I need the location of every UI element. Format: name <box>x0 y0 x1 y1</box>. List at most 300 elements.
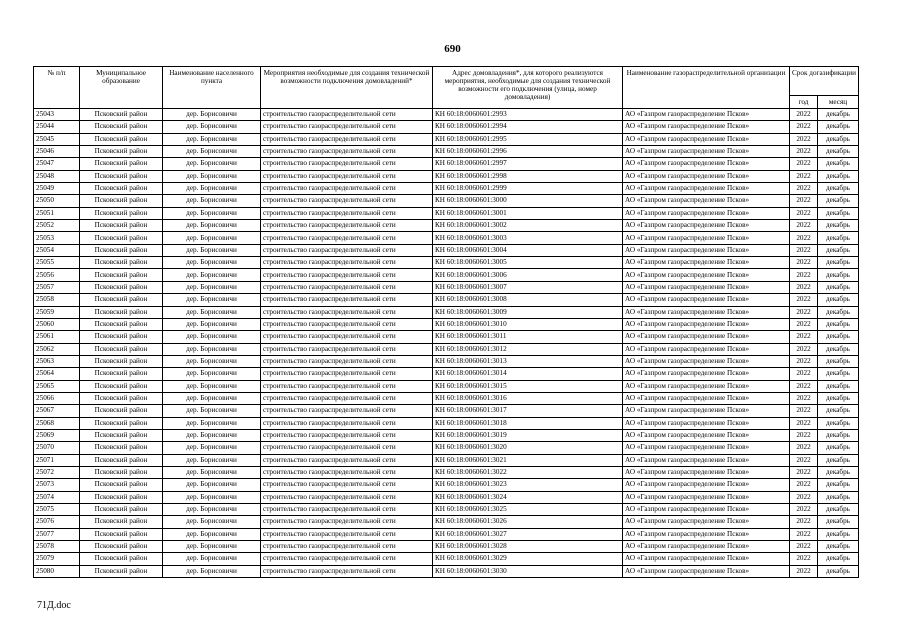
header-year: год <box>790 96 818 109</box>
row-number: 25060 <box>34 318 80 330</box>
row-month: декабрь <box>818 368 859 380</box>
table-row <box>34 380 859 392</box>
row-activity: строительство газораспределительной сети <box>261 479 433 491</box>
row-organization: АО «Газпром газораспределение Псков» <box>623 355 790 367</box>
table-row <box>34 553 859 565</box>
row-municipality: Псковский район <box>80 343 163 355</box>
row-organization: АО «Газпром газораспределение Псков» <box>623 429 790 441</box>
row-number: 25050 <box>34 195 80 207</box>
row-activity: строительство газораспределительной сети <box>261 454 433 466</box>
row-activity: строительство газораспределительной сети <box>261 109 433 121</box>
row-month: декабрь <box>818 170 859 182</box>
row-number: 25064 <box>34 368 80 380</box>
row-activity: строительство газораспределительной сети <box>261 516 433 528</box>
row-number: 25071 <box>34 454 80 466</box>
row-month: декабрь <box>818 183 859 195</box>
row-year: 2022 <box>790 368 818 380</box>
row-locality: дер. Борисовичи <box>163 207 261 219</box>
row-month: декабрь <box>818 343 859 355</box>
row-year: 2022 <box>790 195 818 207</box>
row-locality: дер. Борисовичи <box>163 442 261 454</box>
row-number: 25072 <box>34 466 80 478</box>
row-month: декабрь <box>818 331 859 343</box>
row-number: 25056 <box>34 269 80 281</box>
row-activity: строительство газораспределительной сети <box>261 380 433 392</box>
row-address: КН 60:18:0060601:2993 <box>433 109 623 121</box>
row-address: КН 60:18:0060601:3005 <box>433 257 623 269</box>
row-month: декабрь <box>818 442 859 454</box>
row-organization: АО «Газпром газораспределение Псков» <box>623 207 790 219</box>
row-address: КН 60:18:0060601:3023 <box>433 479 623 491</box>
row-locality: дер. Борисовичи <box>163 232 261 244</box>
row-municipality: Псковский район <box>80 331 163 343</box>
row-year: 2022 <box>790 504 818 516</box>
row-activity: строительство газораспределительной сети <box>261 146 433 158</box>
row-municipality: Псковский район <box>80 294 163 306</box>
row-number: 25077 <box>34 528 80 540</box>
row-municipality: Псковский район <box>80 368 163 380</box>
row-year: 2022 <box>790 553 818 565</box>
row-organization: АО «Газпром газораспределение Псков» <box>623 269 790 281</box>
row-locality: дер. Борисовичи <box>163 109 261 121</box>
row-municipality: Псковский район <box>80 479 163 491</box>
row-address: КН 60:18:0060601:3021 <box>433 454 623 466</box>
row-number: 25069 <box>34 429 80 441</box>
row-municipality: Псковский район <box>80 257 163 269</box>
row-month: декабрь <box>818 491 859 503</box>
row-year: 2022 <box>790 516 818 528</box>
row-locality: дер. Борисовичи <box>163 516 261 528</box>
row-activity: строительство газораспределительной сети <box>261 417 433 429</box>
row-address: КН 60:18:0060601:3006 <box>433 269 623 281</box>
row-organization: АО «Газпром газораспределение Псков» <box>623 220 790 232</box>
row-organization: АО «Газпром газораспределение Псков» <box>623 294 790 306</box>
row-activity: строительство газораспределительной сети <box>261 429 433 441</box>
row-month: декабрь <box>818 257 859 269</box>
row-address: КН 60:18:0060601:3017 <box>433 405 623 417</box>
row-address: КН 60:18:0060601:3000 <box>433 195 623 207</box>
row-municipality: Псковский район <box>80 109 163 121</box>
row-locality: дер. Борисовичи <box>163 479 261 491</box>
row-activity: строительство газораспределительной сети <box>261 207 433 219</box>
row-year: 2022 <box>790 392 818 404</box>
row-month: декабрь <box>818 306 859 318</box>
row-address: КН 60:18:0060601:3030 <box>433 565 623 577</box>
row-locality: дер. Борисовичи <box>163 158 261 170</box>
row-municipality: Псковский район <box>80 244 163 256</box>
row-address: КН 60:18:0060601:3012 <box>433 343 623 355</box>
row-year: 2022 <box>790 183 818 195</box>
table-row <box>34 368 859 380</box>
row-month: декабрь <box>818 504 859 516</box>
table-row <box>34 466 859 478</box>
row-address: КН 60:18:0060601:3022 <box>433 466 623 478</box>
row-address: КН 60:18:0060601:3026 <box>433 516 623 528</box>
row-number: 25043 <box>34 109 80 121</box>
row-municipality: Псковский район <box>80 269 163 281</box>
table-row <box>34 121 859 133</box>
row-organization: АО «Газпром газораспределение Псков» <box>623 232 790 244</box>
row-municipality: Псковский район <box>80 466 163 478</box>
row-address: КН 60:18:0060601:3004 <box>433 244 623 256</box>
row-locality: дер. Борисовичи <box>163 331 261 343</box>
row-municipality: Псковский район <box>80 528 163 540</box>
row-number: 25047 <box>34 158 80 170</box>
row-organization: АО «Газпром газораспределение Псков» <box>623 565 790 577</box>
row-activity: строительство газораспределительной сети <box>261 442 433 454</box>
table-row <box>34 294 859 306</box>
row-year: 2022 <box>790 306 818 318</box>
row-municipality: Псковский район <box>80 504 163 516</box>
table-row <box>34 392 859 404</box>
table-row <box>34 565 859 577</box>
table-row <box>34 343 859 355</box>
row-activity: строительство газораспределительной сети <box>261 183 433 195</box>
row-year: 2022 <box>790 158 818 170</box>
row-number: 25044 <box>34 121 80 133</box>
row-organization: АО «Газпром газораспределение Псков» <box>623 442 790 454</box>
row-year: 2022 <box>790 244 818 256</box>
header-month: месяц <box>818 96 859 109</box>
row-year: 2022 <box>790 466 818 478</box>
row-month: декабрь <box>818 528 859 540</box>
row-activity: строительство газораспределительной сети <box>261 269 433 281</box>
row-locality: дер. Борисовичи <box>163 466 261 478</box>
row-organization: АО «Газпром газораспределение Псков» <box>623 528 790 540</box>
row-number: 25051 <box>34 207 80 219</box>
row-activity: строительство газораспределительной сети <box>261 318 433 330</box>
row-year: 2022 <box>790 442 818 454</box>
row-organization: АО «Газпром газораспределение Псков» <box>623 257 790 269</box>
row-number: 25068 <box>34 417 80 429</box>
row-locality: дер. Борисовичи <box>163 294 261 306</box>
row-year: 2022 <box>790 294 818 306</box>
row-municipality: Псковский район <box>80 207 163 219</box>
row-year: 2022 <box>790 541 818 553</box>
row-locality: дер. Борисовичи <box>163 504 261 516</box>
row-municipality: Псковский район <box>80 318 163 330</box>
row-address: КН 60:18:0060601:3014 <box>433 368 623 380</box>
row-year: 2022 <box>790 146 818 158</box>
row-address: КН 60:18:0060601:3025 <box>433 504 623 516</box>
row-month: декабрь <box>818 380 859 392</box>
row-address: КН 60:18:0060601:3016 <box>433 392 623 404</box>
row-activity: строительство газораспределительной сети <box>261 306 433 318</box>
row-municipality: Псковский район <box>80 516 163 528</box>
row-address: КН 60:18:0060601:3013 <box>433 355 623 367</box>
row-month: декабрь <box>818 405 859 417</box>
row-month: декабрь <box>818 454 859 466</box>
row-organization: АО «Газпром газораспределение Псков» <box>623 405 790 417</box>
header-locality: Наименование населенного пункта <box>163 67 261 109</box>
table-row <box>34 479 859 491</box>
row-number: 25049 <box>34 183 80 195</box>
row-year: 2022 <box>790 170 818 182</box>
row-locality: дер. Борисовичи <box>163 269 261 281</box>
row-activity: строительство газораспределительной сети <box>261 121 433 133</box>
row-year: 2022 <box>790 133 818 145</box>
row-year: 2022 <box>790 257 818 269</box>
row-number: 25045 <box>34 133 80 145</box>
row-month: декабрь <box>818 479 859 491</box>
row-month: декабрь <box>818 207 859 219</box>
row-number: 25061 <box>34 331 80 343</box>
table-row <box>34 244 859 256</box>
row-number: 25053 <box>34 232 80 244</box>
row-month: декабрь <box>818 392 859 404</box>
row-address: КН 60:18:0060601:3015 <box>433 380 623 392</box>
row-number: 25059 <box>34 306 80 318</box>
row-municipality: Псковский район <box>80 454 163 466</box>
row-number: 25048 <box>34 170 80 182</box>
row-locality: дер. Борисовичи <box>163 220 261 232</box>
row-locality: дер. Борисовичи <box>163 343 261 355</box>
table-row <box>34 269 859 281</box>
row-municipality: Псковский район <box>80 392 163 404</box>
header-activities: Мероприятия необходимые для создания технической возможности подключения домовладений* <box>261 67 433 109</box>
row-activity: строительство газораспределительной сети <box>261 405 433 417</box>
row-organization: АО «Газпром газораспределение Псков» <box>623 380 790 392</box>
row-month: декабрь <box>818 429 859 441</box>
row-locality: дер. Борисовичи <box>163 318 261 330</box>
table-row <box>34 306 859 318</box>
row-number: 25046 <box>34 146 80 158</box>
row-activity: строительство газораспределительной сети <box>261 541 433 553</box>
row-municipality: Псковский район <box>80 541 163 553</box>
row-year: 2022 <box>790 281 818 293</box>
header-organization: Наименование газораспределительной организации <box>623 67 790 109</box>
row-number: 25076 <box>34 516 80 528</box>
row-municipality: Псковский район <box>80 491 163 503</box>
row-address: КН 60:18:0060601:3010 <box>433 318 623 330</box>
row-organization: АО «Газпром газораспределение Псков» <box>623 479 790 491</box>
row-address: КН 60:18:0060601:3020 <box>433 442 623 454</box>
row-municipality: Псковский район <box>80 158 163 170</box>
row-address: КН 60:18:0060601:3028 <box>433 541 623 553</box>
table-row <box>34 541 859 553</box>
row-locality: дер. Борисовичи <box>163 553 261 565</box>
row-organization: АО «Газпром газораспределение Псков» <box>623 109 790 121</box>
row-address: КН 60:18:0060601:3024 <box>433 491 623 503</box>
row-month: декабрь <box>818 244 859 256</box>
row-municipality: Псковский район <box>80 429 163 441</box>
row-number: 25066 <box>34 392 80 404</box>
table-row <box>34 429 859 441</box>
row-month: декабрь <box>818 232 859 244</box>
row-organization: АО «Газпром газораспределение Псков» <box>623 331 790 343</box>
row-number: 25070 <box>34 442 80 454</box>
table-header <box>34 67 859 109</box>
row-locality: дер. Борисовичи <box>163 133 261 145</box>
table-row <box>34 331 859 343</box>
row-month: декабрь <box>818 133 859 145</box>
table-row <box>34 146 859 158</box>
header-address: Адрес домовладения*, для которого реализуются мероприятия, необходимые для создания технической возможности его подключения (улица, номер домовладения) <box>433 67 623 109</box>
table-row <box>34 133 859 145</box>
row-organization: АО «Газпром газораспределение Псков» <box>623 368 790 380</box>
row-number: 25065 <box>34 380 80 392</box>
row-month: декабрь <box>818 269 859 281</box>
row-organization: АО «Газпром газораспределение Псков» <box>623 158 790 170</box>
row-number: 25052 <box>34 220 80 232</box>
row-locality: дер. Борисовичи <box>163 146 261 158</box>
row-year: 2022 <box>790 109 818 121</box>
row-locality: дер. Борисовичи <box>163 380 261 392</box>
row-address: КН 60:18:0060601:3027 <box>433 528 623 540</box>
row-locality: дер. Борисовичи <box>163 429 261 441</box>
row-municipality: Псковский район <box>80 405 163 417</box>
row-municipality: Псковский район <box>80 232 163 244</box>
row-activity: строительство газораспределительной сети <box>261 491 433 503</box>
row-number: 25063 <box>34 355 80 367</box>
row-activity: строительство газораспределительной сети <box>261 355 433 367</box>
row-activity: строительство газораспределительной сети <box>261 195 433 207</box>
row-municipality: Псковский район <box>80 133 163 145</box>
header-deadline: Срок догазификации <box>790 67 859 96</box>
table-body <box>34 109 859 578</box>
row-locality: дер. Борисовичи <box>163 355 261 367</box>
row-address: КН 60:18:0060601:3009 <box>433 306 623 318</box>
table-row <box>34 220 859 232</box>
row-month: декабрь <box>818 541 859 553</box>
row-activity: строительство газораспределительной сети <box>261 528 433 540</box>
row-address: КН 60:18:0060601:3008 <box>433 294 623 306</box>
table-row <box>34 417 859 429</box>
row-locality: дер. Борисовичи <box>163 417 261 429</box>
table-row <box>34 158 859 170</box>
row-number: 25067 <box>34 405 80 417</box>
row-number: 25062 <box>34 343 80 355</box>
row-month: декабрь <box>818 417 859 429</box>
row-number: 25078 <box>34 541 80 553</box>
row-locality: дер. Борисовичи <box>163 306 261 318</box>
row-year: 2022 <box>790 207 818 219</box>
row-year: 2022 <box>790 380 818 392</box>
row-locality: дер. Борисовичи <box>163 392 261 404</box>
row-activity: строительство газораспределительной сети <box>261 170 433 182</box>
row-organization: АО «Газпром газораспределение Псков» <box>623 281 790 293</box>
row-activity: строительство газораспределительной сети <box>261 565 433 577</box>
row-activity: строительство газораспределительной сети <box>261 244 433 256</box>
table-row <box>34 491 859 503</box>
row-organization: АО «Газпром газораспределение Псков» <box>623 491 790 503</box>
row-number: 25057 <box>34 281 80 293</box>
row-locality: дер. Борисовичи <box>163 257 261 269</box>
row-municipality: Псковский район <box>80 146 163 158</box>
row-locality: дер. Борисовичи <box>163 405 261 417</box>
row-address: КН 60:18:0060601:3011 <box>433 331 623 343</box>
row-address: КН 60:18:0060601:2999 <box>433 183 623 195</box>
row-activity: строительство газораспределительной сети <box>261 343 433 355</box>
table-row <box>34 183 859 195</box>
table-row <box>34 170 859 182</box>
row-municipality: Псковский район <box>80 306 163 318</box>
header-municipality: Муниципальное образование <box>80 67 163 109</box>
row-month: декабрь <box>818 220 859 232</box>
row-locality: дер. Борисовичи <box>163 528 261 540</box>
row-municipality: Псковский район <box>80 220 163 232</box>
row-activity: строительство газораспределительной сети <box>261 553 433 565</box>
row-year: 2022 <box>790 355 818 367</box>
table-row <box>34 318 859 330</box>
row-activity: строительство газораспределительной сети <box>261 466 433 478</box>
row-organization: АО «Газпром газораспределение Псков» <box>623 454 790 466</box>
row-organization: АО «Газпром газораспределение Псков» <box>623 244 790 256</box>
row-year: 2022 <box>790 528 818 540</box>
table-row <box>34 281 859 293</box>
row-organization: АО «Газпром газораспределение Псков» <box>623 516 790 528</box>
table-row <box>34 232 859 244</box>
row-year: 2022 <box>790 479 818 491</box>
row-activity: строительство газораспределительной сети <box>261 158 433 170</box>
row-month: декабрь <box>818 158 859 170</box>
row-month: декабрь <box>818 355 859 367</box>
row-month: декабрь <box>818 318 859 330</box>
table-row <box>34 405 859 417</box>
row-municipality: Псковский район <box>80 565 163 577</box>
row-organization: АО «Газпром газораспределение Псков» <box>623 343 790 355</box>
row-month: декабрь <box>818 294 859 306</box>
row-number: 25079 <box>34 553 80 565</box>
row-month: декабрь <box>818 109 859 121</box>
row-number: 25058 <box>34 294 80 306</box>
row-month: декабрь <box>818 195 859 207</box>
row-month: декабрь <box>818 121 859 133</box>
header-num: № п/п <box>34 67 80 109</box>
row-address: КН 60:18:0060601:3002 <box>433 220 623 232</box>
gasification-table <box>33 66 859 578</box>
row-year: 2022 <box>790 220 818 232</box>
table-row <box>34 504 859 516</box>
row-locality: дер. Борисовичи <box>163 491 261 503</box>
row-year: 2022 <box>790 491 818 503</box>
row-address: КН 60:18:0060601:2996 <box>433 146 623 158</box>
row-address: КН 60:18:0060601:2997 <box>433 158 623 170</box>
table-row <box>34 109 859 121</box>
row-month: декабрь <box>818 466 859 478</box>
row-number: 25080 <box>34 565 80 577</box>
row-municipality: Псковский район <box>80 183 163 195</box>
row-activity: строительство газораспределительной сети <box>261 133 433 145</box>
table-row <box>34 207 859 219</box>
row-activity: строительство газораспределительной сети <box>261 368 433 380</box>
table-row <box>34 195 859 207</box>
row-organization: АО «Газпром газораспределение Псков» <box>623 466 790 478</box>
row-address: КН 60:18:0060601:3007 <box>433 281 623 293</box>
row-organization: АО «Газпром газораспределение Псков» <box>623 541 790 553</box>
row-address: КН 60:18:0060601:2995 <box>433 133 623 145</box>
table-row <box>34 257 859 269</box>
row-municipality: Псковский район <box>80 121 163 133</box>
row-organization: АО «Газпром газораспределение Псков» <box>623 417 790 429</box>
footer-filename: 71Д.doc <box>37 600 71 611</box>
row-activity: строительство газораспределительной сети <box>261 392 433 404</box>
row-organization: АО «Газпром газораспределение Псков» <box>623 133 790 145</box>
row-number: 25075 <box>34 504 80 516</box>
row-year: 2022 <box>790 565 818 577</box>
row-address: КН 60:18:0060601:2998 <box>433 170 623 182</box>
row-month: декабрь <box>818 281 859 293</box>
row-month: декабрь <box>818 146 859 158</box>
row-municipality: Псковский район <box>80 281 163 293</box>
row-locality: дер. Борисовичи <box>163 565 261 577</box>
row-year: 2022 <box>790 429 818 441</box>
row-number: 25073 <box>34 479 80 491</box>
row-locality: дер. Борисовичи <box>163 281 261 293</box>
row-activity: строительство газораспределительной сети <box>261 331 433 343</box>
table-row <box>34 528 859 540</box>
row-municipality: Псковский район <box>80 442 163 454</box>
